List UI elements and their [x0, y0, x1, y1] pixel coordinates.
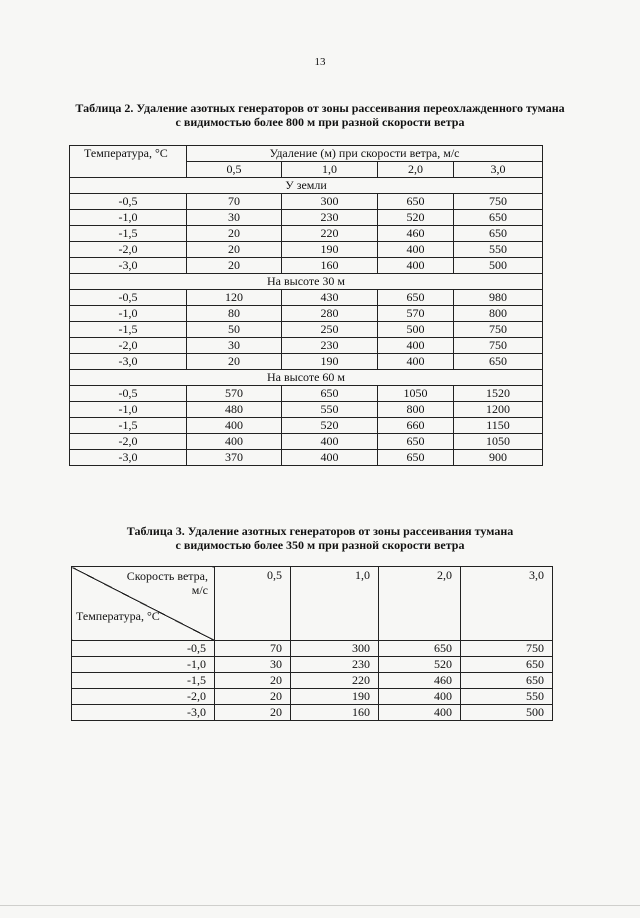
table-row — [70, 354, 543, 370]
distance-cell: 300 — [282, 194, 378, 210]
distance-cell: 30 — [187, 338, 282, 354]
distance-cell: 80 — [187, 306, 282, 322]
distance-cell: 50 — [187, 322, 282, 338]
temperature-cell: -0,5 — [70, 290, 187, 306]
table-row — [70, 450, 543, 466]
distance-cell: 230 — [282, 338, 378, 354]
temperature-cell: -0,5 — [70, 386, 187, 402]
distance-cell: 400 — [282, 434, 378, 450]
distance-cell: 20 — [215, 673, 291, 689]
distance-cell: 230 — [291, 657, 379, 673]
distance-cell: 400 — [379, 705, 461, 721]
temperature-cell: -1,5 — [72, 673, 215, 689]
distance-cell: 520 — [378, 210, 454, 226]
table2-section-label: У земли — [70, 178, 543, 194]
temperature-cell: -3,0 — [70, 450, 187, 466]
distance-cell: 520 — [282, 418, 378, 434]
distance-cell: 550 — [461, 689, 553, 705]
table-row — [70, 322, 543, 338]
distance-cell: 1150 — [454, 418, 543, 434]
temperature-cell: -1,0 — [70, 402, 187, 418]
distance-cell: 1050 — [454, 434, 543, 450]
distance-cell: 280 — [282, 306, 378, 322]
table3-speed-value: 3,0 — [461, 567, 553, 641]
table2-caption-line1: Таблица 2. Удаление азотных генераторов от зоны рассеивания переохлажденного тумана — [75, 101, 565, 115]
table3-speed-value: 2,0 — [379, 567, 461, 641]
temperature-cell: -0,5 — [70, 194, 187, 210]
table2-distance-header: Удаление (м) при скорости ветра, м/с — [187, 146, 543, 162]
distance-cell: 750 — [461, 641, 553, 657]
table2-section-label: На высоте 60 м — [70, 370, 543, 386]
temperature-cell: -2,0 — [72, 689, 215, 705]
table-row — [70, 338, 543, 354]
table2-temp-header: Температура, °С — [70, 146, 187, 178]
temperature-cell: -0,5 — [72, 641, 215, 657]
distance-cell: 650 — [379, 641, 461, 657]
table-row — [70, 290, 543, 306]
temperature-cell: -2,0 — [70, 338, 187, 354]
temperature-cell: -2,0 — [70, 434, 187, 450]
distance-cell: 70 — [215, 641, 291, 657]
table2-body — [70, 178, 543, 466]
distance-cell: 160 — [282, 258, 378, 274]
distance-cell: 520 — [379, 657, 461, 673]
table3-speed-header-line2: м/с — [191, 583, 208, 597]
table2-caption-line2: с видимостью более 800 м при разной скорости ветра — [175, 115, 465, 129]
table-row — [72, 689, 553, 705]
distance-cell: 650 — [378, 450, 454, 466]
table3-speed-header-line1: Скорость ветра, — [126, 569, 208, 583]
distance-cell: 800 — [378, 402, 454, 418]
distance-cell: 460 — [378, 226, 454, 242]
temperature-cell: -1,5 — [70, 418, 187, 434]
table2-speed-header: 2,0 — [378, 162, 454, 178]
table3-speed-header — [127, 569, 208, 597]
distance-cell: 190 — [291, 689, 379, 705]
distance-cell: 20 — [187, 226, 282, 242]
distance-cell: 400 — [187, 418, 282, 434]
distance-cell: 400 — [378, 258, 454, 274]
distance-cell: 190 — [282, 354, 378, 370]
table2-section-row — [70, 178, 543, 194]
page-number: 13 — [314, 56, 326, 68]
distance-cell: 250 — [282, 322, 378, 338]
temperature-cell: -3,0 — [72, 705, 215, 721]
distance-cell: 650 — [454, 354, 543, 370]
distance-cell: 500 — [454, 258, 543, 274]
distance-cell: 570 — [378, 306, 454, 322]
distance-cell: 220 — [282, 226, 378, 242]
table3-temp-header: Температура, °С — [76, 609, 160, 623]
table2-speed-header: 3,0 — [454, 162, 543, 178]
table-row — [70, 194, 543, 210]
distance-cell: 160 — [291, 705, 379, 721]
table-row — [70, 386, 543, 402]
temperature-cell: -1,5 — [70, 322, 187, 338]
table-row — [70, 242, 543, 258]
distance-cell: 650 — [378, 290, 454, 306]
temperature-cell: -1,5 — [70, 226, 187, 242]
distance-cell: 750 — [454, 194, 543, 210]
temperature-cell: -3,0 — [70, 258, 187, 274]
table-row — [70, 226, 543, 242]
table3-caption — [0, 524, 640, 552]
table2-caption — [0, 101, 640, 129]
table3 — [71, 566, 553, 721]
table-row — [72, 657, 553, 673]
distance-cell: 220 — [291, 673, 379, 689]
table2-speed-header: 0,5 — [187, 162, 282, 178]
distance-cell: 650 — [461, 657, 553, 673]
distance-cell: 550 — [454, 242, 543, 258]
distance-cell: 20 — [187, 258, 282, 274]
distance-cell: 650 — [454, 226, 543, 242]
table-row — [70, 418, 543, 434]
distance-cell: 650 — [282, 386, 378, 402]
distance-cell: 30 — [215, 657, 291, 673]
distance-cell: 20 — [187, 354, 282, 370]
distance-cell: 190 — [282, 242, 378, 258]
distance-cell: 550 — [282, 402, 378, 418]
distance-cell: 660 — [378, 418, 454, 434]
distance-cell: 430 — [282, 290, 378, 306]
distance-cell: 500 — [461, 705, 553, 721]
table2-speed-header: 1,0 — [282, 162, 378, 178]
distance-cell: 650 — [461, 673, 553, 689]
distance-cell: 800 — [454, 306, 543, 322]
scan-edge-line — [0, 905, 640, 906]
distance-cell: 480 — [187, 402, 282, 418]
table3-caption-line2: с видимостью более 350 м при разной скорости ветра — [175, 538, 465, 552]
distance-cell: 20 — [215, 705, 291, 721]
temperature-cell: -1,0 — [70, 306, 187, 322]
distance-cell: 1520 — [454, 386, 543, 402]
table2 — [69, 145, 543, 466]
temperature-cell: -3,0 — [70, 354, 187, 370]
table2-section-row — [70, 370, 543, 386]
distance-cell: 400 — [187, 434, 282, 450]
table3-speed-value: 0,5 — [215, 567, 291, 641]
table3-body — [72, 641, 553, 721]
table-row — [72, 673, 553, 689]
table-row — [72, 641, 553, 657]
temperature-cell: -2,0 — [70, 242, 187, 258]
distance-cell: 460 — [379, 673, 461, 689]
distance-cell: 1050 — [378, 386, 454, 402]
distance-cell: 1200 — [454, 402, 543, 418]
table-row — [72, 705, 553, 721]
table3-speed-value: 1,0 — [291, 567, 379, 641]
distance-cell: 230 — [282, 210, 378, 226]
distance-cell: 30 — [187, 210, 282, 226]
distance-cell: 400 — [378, 354, 454, 370]
distance-cell: 370 — [187, 450, 282, 466]
distance-cell: 750 — [454, 338, 543, 354]
distance-cell: 20 — [187, 242, 282, 258]
distance-cell: 750 — [454, 322, 543, 338]
distance-cell: 20 — [215, 689, 291, 705]
table-row — [70, 258, 543, 274]
distance-cell: 650 — [454, 210, 543, 226]
distance-cell: 650 — [378, 434, 454, 450]
table-row — [70, 306, 543, 322]
temperature-cell: -1,0 — [70, 210, 187, 226]
temperature-cell: -1,0 — [72, 657, 215, 673]
distance-cell: 570 — [187, 386, 282, 402]
distance-cell: 400 — [378, 338, 454, 354]
distance-cell: 70 — [187, 194, 282, 210]
table-row — [70, 402, 543, 418]
distance-cell: 400 — [378, 242, 454, 258]
distance-cell: 400 — [379, 689, 461, 705]
distance-cell: 400 — [282, 450, 378, 466]
table3-caption-line1: Таблица 3. Удаление азотных генераторов от зоны рассеивания тумана — [126, 524, 514, 538]
distance-cell: 980 — [454, 290, 543, 306]
table2-section-row — [70, 274, 543, 290]
distance-cell: 500 — [378, 322, 454, 338]
table-row — [70, 434, 543, 450]
table2-section-label: На высоте 30 м — [70, 274, 543, 290]
table-row — [70, 210, 543, 226]
distance-cell: 300 — [291, 641, 379, 657]
distance-cell: 900 — [454, 450, 543, 466]
distance-cell: 120 — [187, 290, 282, 306]
table3-diagonal-header — [72, 567, 215, 641]
distance-cell: 650 — [378, 194, 454, 210]
